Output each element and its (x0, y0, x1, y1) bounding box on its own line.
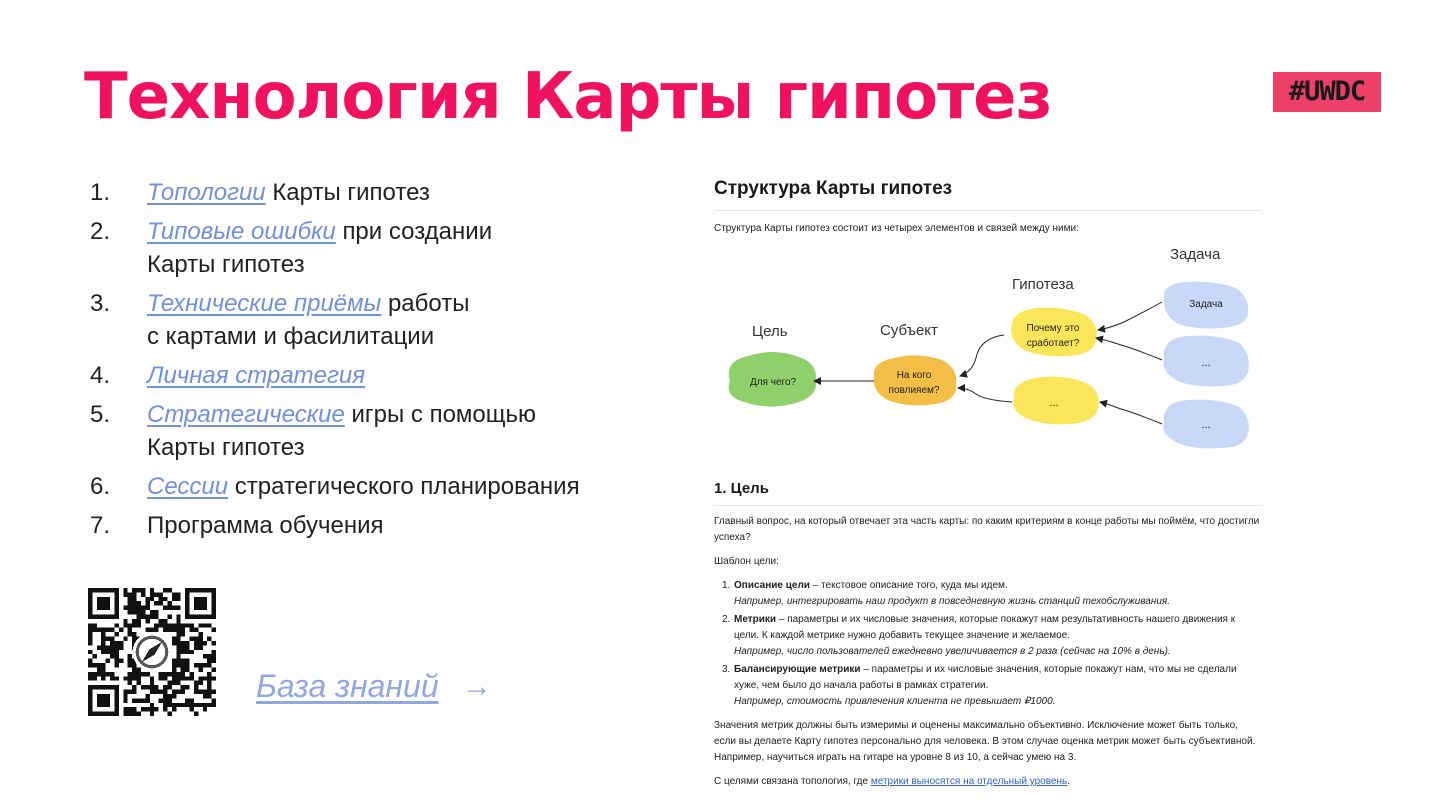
edge-task3-hyp2 (1100, 402, 1162, 424)
knowledge-base-link[interactable]: База знаний (256, 668, 439, 704)
list-item: 3. Балансирующие метрики – параметры и их числовые значения, которые покажут нам, что мы не сделали хуже, чем было до начала работы в рамках стратегии. Например, стоимость привлечения клиента не превышает ₽1000. (722, 664, 1237, 707)
svg-text:Почему это: Почему это (1026, 323, 1080, 334)
svg-text:...: ... (1201, 357, 1211, 369)
toc-link[interactable]: Сессии (147, 473, 229, 500)
toc-link[interactable]: Личная стратегия (147, 362, 366, 389)
svg-text:...: ... (1049, 397, 1059, 409)
svg-text:сработает?: сработает? (1026, 338, 1080, 349)
table-of-contents (90, 176, 650, 548)
svg-text:...: ... (1201, 419, 1211, 431)
doc-heading: Структура Карты гипотез (714, 178, 1262, 211)
doc-section-goal (714, 480, 1262, 790)
edge-hyp1-subject (960, 335, 1004, 376)
toc-link[interactable]: Типовые ошибки (147, 218, 336, 245)
toc-item: 3. Технические приёмы работы с картами и фасилитации (90, 290, 470, 350)
paragraph: С целями связана топология, где метрики выносятся на отдельный уровень. (714, 776, 1070, 787)
paragraph: Значения метрик должны быть измеримы и оценены максимально объективно. Исключение может быть только, если вы делаете Карту гипотез персонально для человека. В этом случае оценка метрик может быть субъективной. Например, научиться играть на гитаре на уровне 8 из 10, а сейчас умею на 3. (714, 720, 1256, 763)
toc-item: 6. Сессии стратегического планирования (90, 473, 580, 500)
label-hypothesis: Гипотеза (1012, 276, 1074, 293)
label-task: Задача (1170, 246, 1221, 263)
arrow-right-icon: → (462, 670, 492, 703)
toc-link[interactable]: Технические приёмы (147, 290, 382, 317)
toc-item: 4. Личная стратегия (90, 362, 366, 389)
svg-text:Для чего?: Для чего? (749, 377, 797, 388)
svg-text:Задача: Задача (1189, 299, 1223, 310)
paragraph: Шаблон цели: (714, 556, 779, 567)
edge-task1-hyp1 (1098, 302, 1162, 330)
label-goal: Цель (752, 323, 788, 340)
edge-hyp2-subject (958, 388, 1012, 402)
label-subject: Субъект (880, 322, 938, 339)
toc-item: 2. Типовые ошибки при создании Карты гипотез (90, 218, 493, 278)
edge-task2-hyp1 (1096, 338, 1162, 360)
paragraph: Главный вопрос, на который отвечает эта часть карты: по каким критериям в конце работы мы поймём, что достигли успеха? (714, 516, 1260, 543)
list-item: 2. Метрики – параметры и их числовые значения, которые покажут нам результативность нашего движения к цели. К каждой метрике нужно добавить текущее значение и желаемое. Например, число пользователей ежедневно увеличивается в 2 раза (сейчас на 10% в день). (722, 614, 1236, 657)
toc-link[interactable]: Топологии (147, 179, 266, 206)
doc-excerpt (714, 178, 1262, 234)
slide-title: Технология Карты гипотез (84, 60, 1052, 134)
uwdc-badge: #UWDC (1273, 72, 1381, 112)
qr-code (88, 588, 216, 716)
section-heading: 1. Цель (714, 480, 1262, 506)
svg-text:На кого: На кого (896, 370, 932, 381)
template-list (714, 578, 1262, 710)
hypothesis-map-diagram (714, 238, 1262, 458)
svg-text:повлияем?: повлияем? (888, 385, 940, 396)
toc-item: 7. Программа обучения (90, 512, 384, 539)
toc-link[interactable]: Стратегические (147, 401, 345, 428)
topology-link[interactable]: метрики выносятся на отдельный уровень (870, 776, 1068, 787)
toc-item: 1. Топологии Карты гипотез (90, 179, 430, 206)
doc-intro: Структура Карты гипотез состоит из четырех элементов и связей между ними: (714, 223, 1079, 234)
list-item: 1. Описание цели – текстовое описание того, куда мы идем. Например, интегрировать наш продукт в повседневную жизнь станций техобслуживания. (722, 580, 1171, 607)
toc-item: 5. Стратегические игры с помощью Карты гипотез (90, 401, 537, 461)
